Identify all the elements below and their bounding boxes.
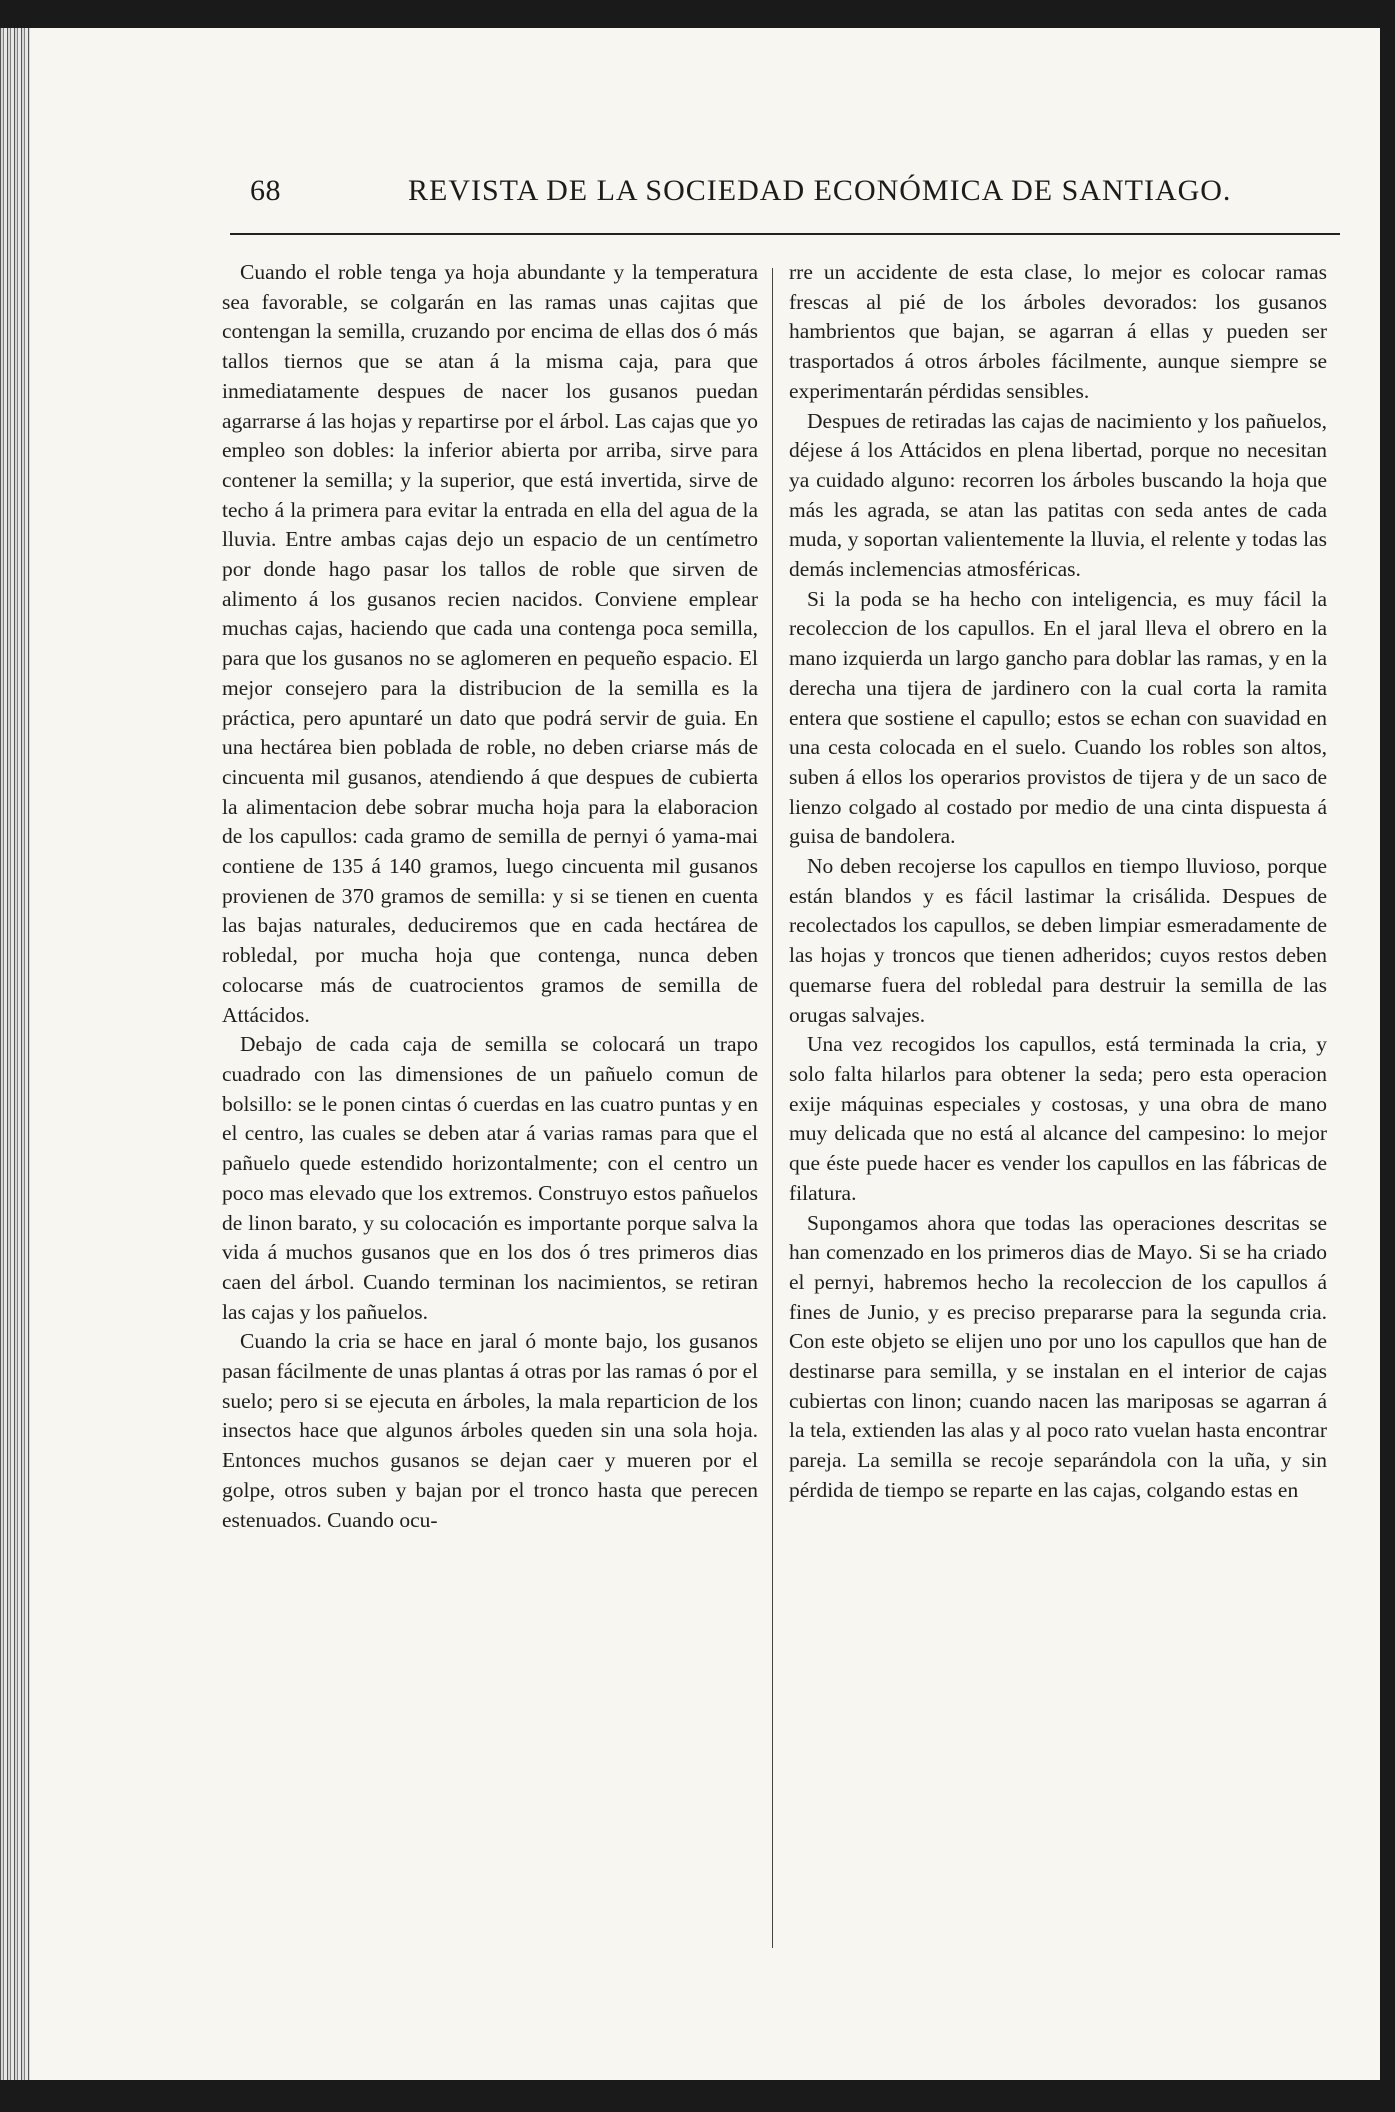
paragraph: No deben recojerse los capullos en tiempo lluvioso, porque están blandos y es fácil lastimar la crisálida. Despues de recolectados los capullos, se deben limpiar esmeradamente de las hojas y troncos que tienen adheridos; cuyos restos deben quemarse fuera del robledal para destruir la semilla de las orugas salvajes.	[789, 854, 1327, 1027]
paragraph: Despues de retiradas las cajas de nacimiento y los pañuelos, déjese á los Attácidos en plena libertad, porque no necesitan ya cuidado alguno: recorren los árboles buscando la hoja que más les agrada, se atan las patitas con seda antes de cada muda, y soportan valientemente la lluvia, el relente y todas las demás inclemencias atmosféricas.	[789, 408, 1327, 582]
right-column	[789, 258, 1327, 1506]
paragraph: Si la poda se ha hecho con inteligencia, es muy fácil la recoleccion de los capullos. En el jaral lleva el obrero en la mano izquierda un largo gancho para doblar las ramas, y en la derecha una tijera de jardinero con la cual corta la ramita entera que sostiene el capullo; estos se echan con suavidad en una cesta colocada en el suelo. Cuando los robles son altos, suben á ellos los operarios provistos de tijera y de un saco de lienzo colgado al costado por medio de una cinta dispuesta á guisa de bandolera.	[789, 586, 1327, 849]
paragraph: Cuando la cria se hace en jaral ó monte bajo, los gusanos pasan fácilmente de unas plantas á otras por las ramas ó por el suelo; pero si se ejecuta en árboles, la mala reparticion de los insectos hace que algunos árboles queden sin una sola hoja. Entonces muchos gusanos se dejan caer y mueren por el golpe, otros suben y bajan por el tronco hasta que perecen estenuados. Cuando ocu-	[222, 1329, 758, 1532]
paragraph-continued: rre un accidente de esta clase, lo mejor es colocar ramas frescas al pié de los árboles devorados: los gusanos hambrientos que bajan, se agarran á ellas y pueden ser trasportados á otros árboles fácilmente, aunque siempre se experimentarán pérdidas sensibles.	[789, 260, 1327, 403]
running-title: REVISTA DE LA SOCIEDAD ECONÓMICA DE SANTIAGO.	[408, 174, 1232, 207]
paragraph: Debajo de cada caja de semilla se colocará un trapo cuadrado con las dimensiones de un pañuelo comun de bolsillo: se le ponen cintas ó cuerdas en las cuatro puntas y en el centro, las cuales se deben atar á varias ramas para que el pañuelo quede estendido horizontalmente; con el centro un poco mas elevado que los extremos. Construyo estos pañuelos de linon barato, y su colocación es importante porque salva la vida á muchos gusanos que en los dos ó tres primeros dias caen del árbol. Cuando terminan los nacimientos, se retiran las cajas y los pañuelos.	[222, 1032, 758, 1324]
paragraph: Una vez recogidos los capullos, está terminada la cria, y solo falta hilarlos para obtener la seda; pero esta operacion exije máquinas especiales y costosas, y una obra de mano muy delicada que no está al alcance del campesino: lo mejor que éste puede hacer es vender los capullos en las fábricas de filatura.	[789, 1032, 1327, 1205]
header-rule	[230, 233, 1340, 235]
paragraph: Cuando el roble tenga ya hoja abundante y la temperatura sea favorable, se colgarán en las ramas unas cajitas que contengan la semilla, cruzando por encima de ellas dos ó más tallos tiernos que se atan á la misma caja, para que inmediatamente despues de nacer los gusanos puedan agarrarse á las hojas y repartirse por el árbol. Las cajas que yo empleo son dobles: la inferior abierta por arriba, sirve para contener la semilla; y la superior, que está invertida, sirve de techo á la primera para evitar la entrada en ella del agua de la lluvia. Entre ambas cajas dejo un espacio de un centímetro por donde hago pasar los tallos de roble que sirven de alimento á los gusanos recien nacidos. Conviene emplear muchas cajas, haciendo que cada una contenga poca semilla, para que los gusanos no se aglomeren en pequeño espacio. El mejor consejero para la distribucion de la semilla es la práctica, pero apuntaré un dato que podrá servir de guia. En una hectárea bien poblada de roble, no deben criarse más de cincuenta mil gusanos, atendiendo á que despues de cubierta la alimentacion debe sobrar mucha hoja para la elaboracion de los capullos: cada gramo de semilla de pernyi ó yama-mai contiene de 135 á 140 gramos, luego cincuenta mil gusanos provienen de 370 gramos de semilla: y si se tienen en cuenta las bajas naturales, deduciremos que en cada hectárea de robledal, por mucha hoja que contenga, nunca deben colocarse más de cuatrocientos gramos de semilla de Attácidos.	[222, 260, 758, 1027]
book-binding-edge	[0, 28, 30, 2080]
page-number: 68	[250, 174, 281, 207]
page-header	[230, 168, 1340, 224]
left-column	[222, 258, 758, 1535]
page-sheet	[0, 28, 1380, 2080]
paragraph: Supongamos ahora que todas las operaciones descritas se han comenzado en los primeros dias de Mayo. Si se ha criado el pernyi, habremos hecho la recoleccion de los capullos á fines de Junio, y es preciso prepararse para la segunda cria. Con este objeto se elijen uno por uno los capullos que han de destinarse para semilla, y se instalan en el interior de cajas cubiertas con linon; cuando nacen las mariposas se agarran á la tela, extienden las alas y al poco rato vuelan hasta encontrar pareja. La semilla se recoje separándola con la uña, y sin pérdida de tiempo se reparte en las cajas, colgando estas en	[789, 1210, 1327, 1502]
column-divider	[772, 268, 773, 1948]
